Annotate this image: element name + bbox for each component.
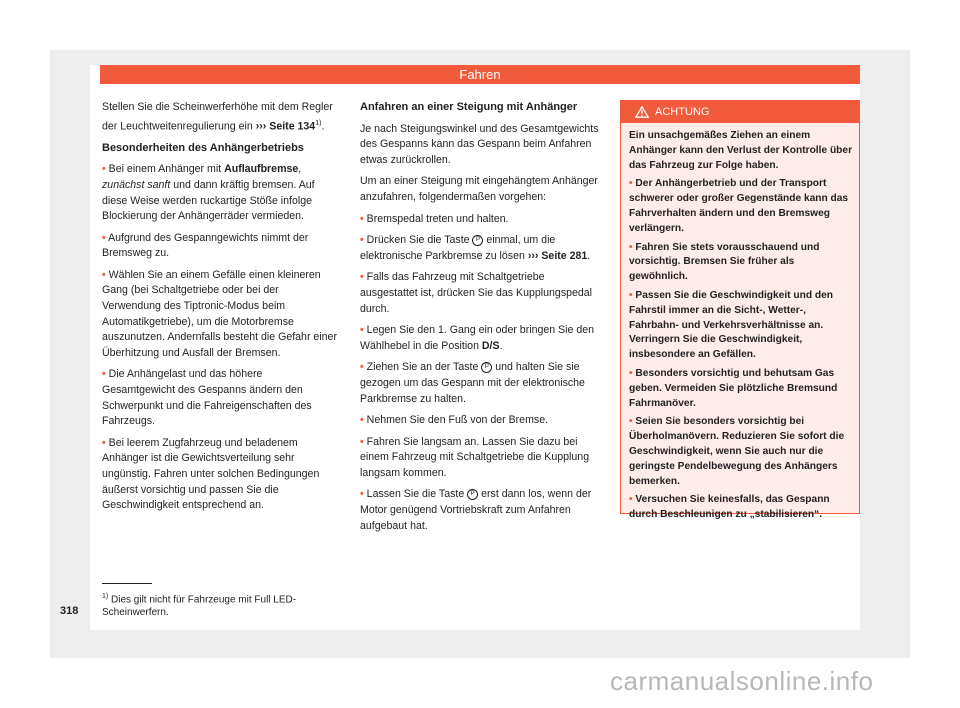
list-item xyxy=(360,360,602,407)
text: und halten Sie sie gezogen um das Gespann mit der elektronische Parkbremse zu halten. xyxy=(360,361,585,405)
bullet-icon: • xyxy=(629,289,633,301)
warning-header xyxy=(621,101,859,123)
bullet-icon: • xyxy=(629,178,633,190)
footnote xyxy=(102,590,332,619)
text: Fahren Sie stets vorausschauend und vorsichtig. Bremsen Sie früher als gewöhnlich. xyxy=(629,241,820,283)
text: Lassen Sie die Taste xyxy=(366,488,468,501)
list-item xyxy=(360,413,602,429)
text: und dann kräftig bremsen. Auf diese Weise werden ruckartige Stöße infolge Blockierung der Anhängerräder vermieden. xyxy=(102,178,315,223)
list-item xyxy=(629,367,853,411)
warning-triangle-icon xyxy=(635,106,649,118)
text: Nehmen Sie den Fuß von der Bremse. xyxy=(366,414,549,427)
intro-page-ref[interactable]: ››› Seite 134 xyxy=(255,120,316,133)
section-heading: Besonderheiten des Anhängerbetriebs xyxy=(102,141,304,154)
paragraph: Je nach Steigungswinkel und des Gesamtgewichts des Gespanns kann das Gespann beim Anfahren etwas zurückrollen. xyxy=(360,122,599,166)
parking-brake-key-icon: P xyxy=(472,235,483,246)
bold-text: Auflaufbremse xyxy=(224,163,299,176)
footnote-text: Dies gilt nicht für Fahrzeuge mit Full LED-Scheinwerfern. xyxy=(102,594,297,619)
text: Aufgrund des Gespanngewichts nimmt der Bremsweg zu. xyxy=(102,231,309,260)
list-item xyxy=(629,177,853,236)
list-item xyxy=(360,487,602,534)
bullet-icon: • xyxy=(629,367,633,379)
bullet-icon: • xyxy=(102,436,106,449)
text: Bei einem Anhänger mit xyxy=(108,163,225,176)
warning-intro: Ein unsachgemäßes Ziehen an einem Anhänger kann den Verlust der Kontrolle über das Fahrzeug zur Folge haben. xyxy=(629,130,853,171)
text: Versuchen Sie keinesfalls, das Gespann durch Beschleunigen zu „stabilisieren“. xyxy=(629,494,830,521)
list-item xyxy=(102,436,338,514)
intro-text: Stellen Sie die Scheinwerferhöhe mit dem Regler der Leuchtweitenregulierung ein xyxy=(102,101,333,133)
bullet-icon: • xyxy=(360,212,364,225)
list-item xyxy=(102,231,338,262)
text: Wählen Sie an einem Gefälle einen kleineren Gang (bei Schaltgetriebe oder bei der Verwendung des Tiptronic-Modus beim Automatikgetriebe), um die Motorbremse auszunutzen. Andernfalls besteht die Gefahr einer Überhitzung und Ausfall der Bremsen. xyxy=(102,268,337,359)
bullet-icon: • xyxy=(102,163,106,176)
bullet-icon: • xyxy=(360,271,364,284)
text: Passen Sie die Geschwindigkeit und den Fahrstil immer an die Sicht-, Wetter-, Fahrbahn- und Verkehrsverhältnisse an. Verringern Sie die Geschwindigkeit, insbesondere an Gefällen. xyxy=(629,289,833,361)
text: Der Anhängerbetrieb und der Transport schwerer oder großer Gegenstände kann das Fahrverhalten ändern und den Bremsweg verlängern. xyxy=(629,178,849,234)
list-item xyxy=(629,493,853,523)
intro-paragraph: Stellen Sie die Scheinwerferhöhe mit dem Regler der Leuchtweitenregulierung ein ››› Seite 134$^{1)}$. xyxy=(102,101,333,133)
warning-body xyxy=(621,123,859,523)
bullet-icon: • xyxy=(360,435,364,448)
footnote-mark: 1) xyxy=(102,593,109,600)
list-item xyxy=(360,270,602,317)
list-item xyxy=(102,367,338,429)
bullet-icon: • xyxy=(629,241,633,253)
text: Falls das Fahrzeug mit Schaltgetriebe ausgestattet ist, drücken Sie das Kupplungspedal durch. xyxy=(360,271,593,315)
text: Die Anhängelast und das höhere Gesamtgewicht des Gespanns ändern den Schwerpunkt und die Fahreigenschaften des Fahrzeugs. xyxy=(102,368,312,428)
text: Bei leerem Zugfahrzeug und beladenem Anhänger ist die Gewichtsverteilung sehr ungünstig. Fahren unter solchen Bedingungen äußerst vorsichtig und passen Sie die Geschwindigkeit entsprechend an. xyxy=(102,436,320,512)
bullet-icon: • xyxy=(360,361,364,374)
text: Ziehen Sie an der Taste xyxy=(366,361,482,374)
list-item xyxy=(102,268,338,362)
bullet-icon: • xyxy=(102,368,106,381)
text: Fahren Sie langsam an. Lassen Sie dazu bei einem Fahrzeug mit Schaltgetriebe die Kupplung langsam kommen. xyxy=(360,435,590,479)
text: einmal, um die elektronische Parkbremse zu lösen xyxy=(360,234,556,262)
bold-text: D/S xyxy=(481,339,500,352)
list-item: • Legen Sie den 1. Gang ein oder bringen Sie den Wählhebel in die Position D/S. xyxy=(360,324,595,352)
section-heading: Anfahren an einer Steigung mit Anhänger xyxy=(360,101,578,113)
text: Legen Sie den 1. Gang ein oder bringen Sie den Wählhebel in die Position xyxy=(360,324,595,352)
list-item: • Drücken Sie die Taste P einmal, um die elektronische Parkbremse zu lösen ››› Seite 281. xyxy=(360,234,591,262)
page-number: 318 xyxy=(60,605,79,617)
parking-brake-key-icon: P xyxy=(467,489,478,500)
bullet-icon: • xyxy=(360,324,364,337)
list-item xyxy=(629,415,853,489)
column-middle xyxy=(360,100,602,540)
bullet-icon: • xyxy=(102,268,106,281)
text: erst dann los, wenn der Motor genügend Vortriebskraft zum Anfahren aufgebaut hat. xyxy=(360,488,592,532)
bullet-icon: • xyxy=(360,234,364,247)
bullet-icon: • xyxy=(360,488,364,501)
list-item xyxy=(629,241,853,285)
list-item xyxy=(360,435,602,482)
page-ref[interactable]: ››› Seite 281 xyxy=(527,249,588,262)
section-title: Fahren xyxy=(459,67,501,82)
bullet-icon: • xyxy=(629,494,633,506)
text: Seien Sie besonders vorsichtig bei Überholmanövern. Reduzieren Sie sofort die Geschwindigkeit, wenn Sie auch nur die geringste Pendelbewegung des Anhängers bemerken. xyxy=(629,416,845,487)
footnote-ref[interactable]: 1) xyxy=(315,119,322,127)
text: Bremspedal treten und halten. xyxy=(366,212,509,225)
list-item xyxy=(360,212,602,228)
text: Besonders vorsichtig und behutsam Gas geben. Vermeiden Sie plötzliche Bremsund Fahrmanöver. xyxy=(629,367,838,409)
list-item xyxy=(629,289,853,363)
footnote-divider xyxy=(102,583,152,584)
parking-brake-key-icon: P xyxy=(481,362,492,373)
warning-title: ACHTUNG xyxy=(655,106,710,118)
list-item: • Bei einem Anhänger mit Auflaufbremse, zunächst sanft und dann kräftig bremsen. Auf diese Weise werden ruckartige Stöße infolge Blockierung der Anhängerräder vermieden. xyxy=(102,163,315,223)
section-header xyxy=(100,65,860,84)
bullet-icon: • xyxy=(629,416,633,428)
column-left xyxy=(102,100,338,520)
bullet-icon: • xyxy=(360,414,364,427)
warning-box xyxy=(620,100,860,521)
italic-text: zunächst sanft xyxy=(102,178,171,191)
bullet-icon: • xyxy=(102,231,106,244)
text: Drücken Sie die Taste xyxy=(366,234,473,247)
paragraph: Um an einer Steigung mit eingehängtem Anhänger anzufahren, folgendermaßen vorgehen: xyxy=(360,175,598,203)
watermark: carmanualsonline.info xyxy=(610,666,874,696)
